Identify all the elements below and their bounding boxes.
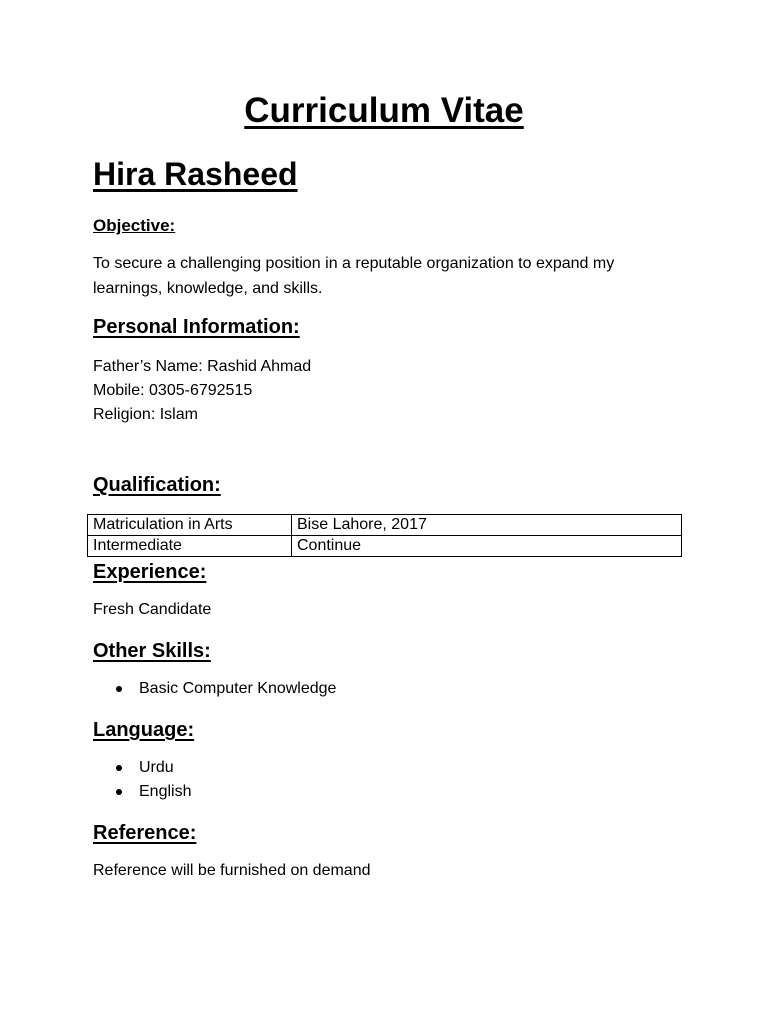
list-item: English	[93, 780, 191, 804]
skills-list	[93, 677, 336, 701]
table-cell: Bise Lahore, 2017	[292, 515, 682, 536]
mobile-line: Mobile: 0305-6792515	[93, 382, 253, 399]
religion-line: Religion: Islam	[93, 406, 198, 423]
candidate-name: Hira Rasheed	[93, 156, 298, 192]
list-item: Urdu	[93, 756, 191, 780]
table-cell: Continue	[292, 536, 682, 557]
language-list	[93, 756, 191, 804]
experience-text: Fresh Candidate	[93, 601, 212, 618]
qualification-table	[87, 514, 682, 557]
list-item: Basic Computer Knowledge	[93, 677, 336, 701]
table-row	[88, 536, 682, 557]
document-title: Curriculum Vitae	[244, 91, 524, 130]
bullet-icon	[116, 765, 122, 771]
objective-heading: Objective:	[93, 216, 176, 235]
objective-text: To secure a challenging position in a reputable organization to expand my learnings, knowledge, and skills.	[93, 255, 615, 297]
reference-heading: Reference:	[93, 822, 197, 844]
experience-heading: Experience:	[93, 561, 207, 583]
language-heading: Language:	[93, 719, 195, 741]
other-skills-heading: Other Skills:	[93, 640, 211, 662]
father-name-line: Father’s Name: Rashid Ahmad	[93, 358, 312, 375]
personal-info-heading: Personal Information:	[93, 316, 300, 338]
bullet-icon	[116, 686, 122, 692]
table-row	[88, 515, 682, 536]
reference-text: Reference will be furnished on demand	[93, 862, 371, 879]
table-cell: Matriculation in Arts	[88, 515, 292, 536]
personal-info-list	[93, 355, 311, 427]
qualification-heading: Qualification:	[93, 474, 221, 496]
bullet-icon	[116, 789, 122, 795]
table-cell: Intermediate	[88, 536, 292, 557]
